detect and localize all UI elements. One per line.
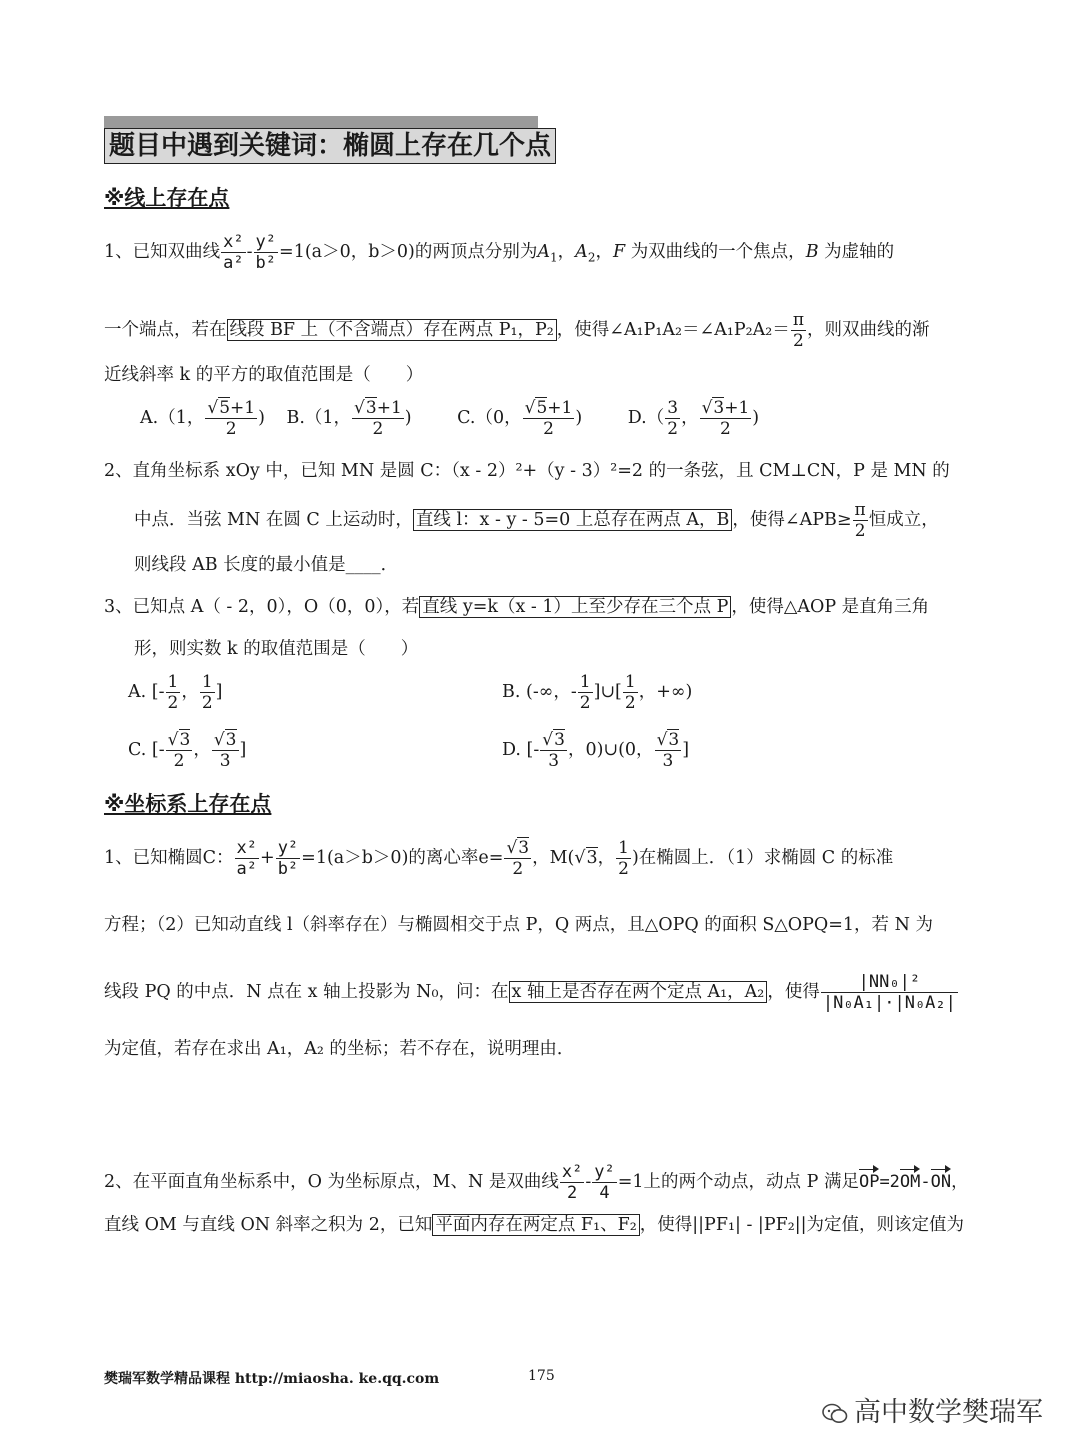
- p3-line1: 3、已知点 A（ - 2，0），O（0，0），若 直线 y=k（x - 1）上至少存在三个点 P ，使得△AOP 是直角三角: [104, 597, 930, 617]
- section-heading-2: ※坐标系上存在点: [104, 792, 272, 816]
- q1-line3: 线段 PQ 的中点．N 点在 x 轴上投影为 N₀，问：在 x 轴上是否存在两个定点 A₁，A₂ ，使得 $\frac{\text{|NN₀|²}}{\text{|N₀A₁|·|N₀A₂|}}$: [104, 972, 956, 1013]
- p3-line2: 形，则实数 k 的取值范围是（ ）: [134, 639, 419, 659]
- p2-keyword-box: 直线 l：x - y - 5=0 上总存在两点 A，B: [413, 509, 733, 531]
- p2-line3: 则线段 AB 长度的最小值是____．: [134, 555, 399, 575]
- page-number: 175: [528, 1368, 555, 1384]
- p1-line1: 1、已知双曲线 $\frac{\text{x²}}{\text{a²}}$ - $\frac{\text{y²}}{\text{b²}}$ =1(a＞0，b＞0)的两顶点分别为$A_1$，$A_2$，F 为双曲线的一个焦点，B 为虚轴的: [104, 232, 895, 273]
- p1-options: A.（1， $\frac{√5+1}{2}$ ) B.（1， $\frac{√3+1}{2}$ ) C.（0， $\frac{√5+1}{2}$ ) D.（ $\frac{3}{2}$ ， $\frac{√3+1}{2}$ ): [140, 398, 760, 439]
- q2-line2: 直线 OM 与直线 ON 斜率之积为 2，已知 平面内存在两定点 F₁、F₂ ，使得||PF₁| - |PF₂||为定值，则该定值为: [104, 1215, 965, 1235]
- q1-keyword-box: x 轴上是否存在两个定点 A₁，A₂: [509, 981, 768, 1003]
- p3-option-b: B. (-∞，- $\frac{1}{2}$ ]∪[ $\frac{1}{2}$ ，+∞): [502, 672, 693, 713]
- p2-line2: 中点．当弦 MN 在圆 C 上运动时， 直线 l：x - y - 5=0 上总存在两点 A，B ，使得∠APB≥ $\frac{\pi}{2}$ 恒成立，: [134, 500, 939, 541]
- p3-option-a: A. [- $\frac{1}{2}$ ， $\frac{1}{2}$ ]: [128, 672, 223, 713]
- q2-keyword-box: 平面内存在两定点 F₁、F₂: [432, 1214, 639, 1236]
- p3-option-d: D. [- $\frac{√3}{3}$ ，0)∪(0， $\frac{√3}{3}$ ]: [502, 730, 690, 771]
- footer-course: 樊瑞军数学精品课程 http://miaosha. ke.qq.com: [104, 1371, 440, 1387]
- q2-line1: 2、在平面直角坐标系中，O 为坐标原点，M、N 是双曲线 $\frac{\text{x²}}{2}$ - $\frac{\text{y²}}{4}$ =1上的两个动点，动点 P 满足OP=2OM-ON，: [104, 1162, 969, 1203]
- p1-line3: 近线斜率 k 的平方的取值范围是（ ）: [104, 365, 424, 385]
- p3-keyword-box: 直线 y=k（x - 1）上至少存在三个点 P: [419, 596, 731, 618]
- p2-line1: 2、直角坐标系 xOy 中，已知 MN 是圆 C：（x - 2）²+（y - 3）²=2 的一条弦，且 CM⊥CN，P 是 MN 的: [104, 461, 950, 481]
- q1-line1: 1、已知椭圆C： $\frac{\text{x²}}{\text{a²}}$ + $\frac{\text{y²}}{\text{b²}}$ =1(a＞b＞0)的离心率e= $\frac{√3}{2}$ ，M(√3， $\frac{1}{2}$ )在椭圆上．（1）求椭圆 C 的标准: [104, 838, 894, 879]
- section-heading-1: ※线上存在点: [104, 186, 230, 210]
- p3-option-c: C. [- $\frac{√3}{2}$ ， $\frac{√3}{3}$ ]: [128, 730, 247, 771]
- q1-line2: 方程；（2）已知动直线 l（斜率存在）与椭圆相交于点 P，Q 两点，且△OPQ 的面积 S△OPQ=1，若 N 为: [104, 915, 933, 935]
- title-bar-decoration: [104, 116, 538, 128]
- page-title: 题目中遇到关键词：椭圆上存在几个点: [104, 128, 556, 164]
- q1-line4: 为定值，若存在求出 A₁，A₂ 的坐标；若不存在，说明理由．: [104, 1039, 575, 1059]
- p1-keyword-box: 线段 BF 上（不含端点）存在两点 P₁，P₂: [227, 319, 557, 341]
- p1-line2: 一个端点，若在 线段 BF 上（不含端点）存在两点 P₁，P₂ ，使得∠A₁P₁A₂＝∠A₁P₂A₂＝ $\frac{\pi}{2}$ ，则双曲线的渐: [104, 310, 930, 351]
- wechat-icon: [822, 1403, 848, 1425]
- watermark: 高中数学樊瑞军: [822, 1390, 1043, 1429]
